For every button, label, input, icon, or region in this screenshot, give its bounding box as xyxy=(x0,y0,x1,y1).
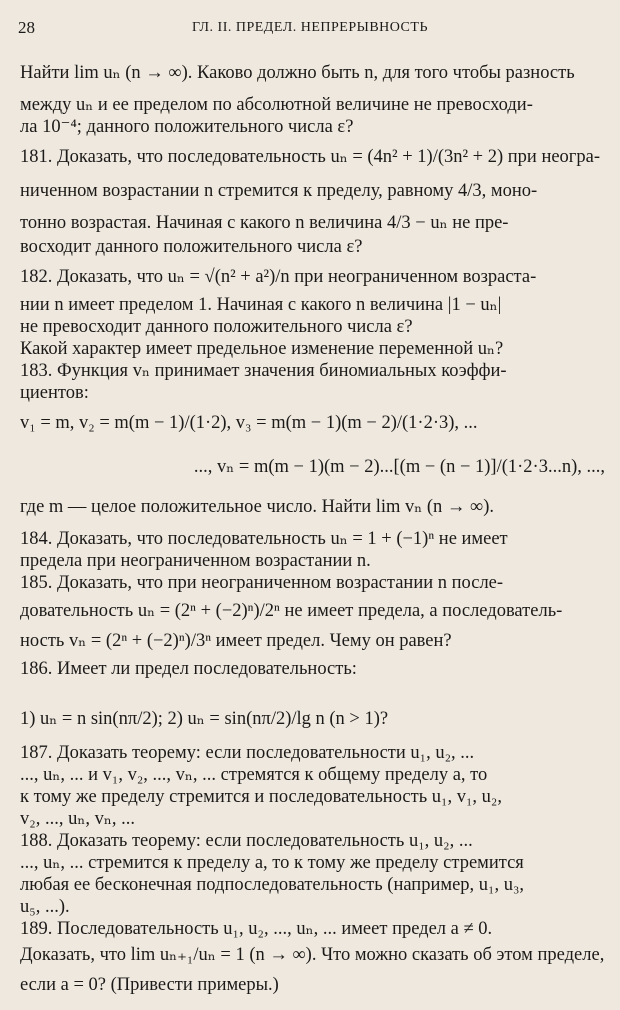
problem-185: 185. Доказать, что при неограниченном возрастании n после- xyxy=(20,573,504,593)
text-line: ..., uₙ, ... и v₁, v₂, ..., vₙ, ... стремятся к общему пределу a, то xyxy=(20,765,488,785)
page-header xyxy=(0,18,620,40)
text-line: циентов: xyxy=(20,383,89,403)
text-line: u₅, ...). xyxy=(20,897,70,917)
text-line: где m — целое положительное число. Найти lim vₙ (n → ∞). xyxy=(20,497,495,517)
page-number: 28 xyxy=(18,18,35,37)
text-line: тонно возрастая. Начиная с какого n величина 4/3 − uₙ не пре- xyxy=(20,213,509,233)
running-head: ГЛ. II. ПРЕДЕЛ. НЕПРЕРЫВНОСТЬ xyxy=(192,20,428,35)
formula-line: 1) uₙ = n sin(nπ/2); 2) uₙ = sin(nπ/2)/lg n (n > 1)? xyxy=(20,709,389,729)
text-line: к тому же пределу стремится и последовательность u₁, v₁, u₂, xyxy=(20,787,502,807)
text-line: предела при неограниченном возрастании n. xyxy=(20,551,371,571)
text-line: довательность uₙ = (2ⁿ + (−2)ⁿ)/2ⁿ не имеет предела, а последователь- xyxy=(20,601,563,621)
text-line: Найти lim uₙ (n → ∞). Каково должно быть n, для того чтобы разность xyxy=(20,63,575,83)
problem-188: 188. Доказать теорему: если последовательность u₁, u₂, ... xyxy=(20,831,473,851)
problem-181: 181. Доказать, что последовательность uₙ = (4n² + 1)/(3n² + 2) при неогра- xyxy=(20,147,601,167)
text-line: любая ее бесконечная подпоследовательность (например, u₁, u₃, xyxy=(20,875,525,895)
text-line: восходит данного положительного числа ε? xyxy=(20,237,363,257)
formula-line: ..., vₙ = m(m − 1)(m − 2)...[(m − (n − 1)]/(1·2·3...n), ..., xyxy=(193,457,605,477)
text-line: если a = 0? (Привести примеры.) xyxy=(20,975,279,995)
problem-187: 187. Доказать теорему: если последовательности u₁, u₂, ... xyxy=(20,743,475,763)
text-line: Доказать, что lim uₙ₊₁/uₙ = 1 (n → ∞). Что можно сказать об этом пределе, xyxy=(20,945,605,965)
problem-189: 189. Последовательность u₁, u₂, ..., uₙ, ... имеет предел a ≠ 0. xyxy=(20,919,493,939)
text-line: ниченном возрастании n стремится к пределу, равному 4/3, моно- xyxy=(20,181,538,201)
text-line: нии n имеет пределом 1. Начиная с какого n величина |1 − uₙ| xyxy=(20,295,502,315)
text-line: ла 10⁻⁴; данного положительного числа ε? xyxy=(20,117,354,137)
problem-182: 182. Доказать, что uₙ = √(n² + a²)/n при неограниченном возраста- xyxy=(20,267,537,287)
text-line: ность vₙ = (2ⁿ + (−2)ⁿ)/3ⁿ имеет предел. Чему он равен? xyxy=(20,631,452,651)
text-line: не превосходит данного положительного числа ε? xyxy=(20,317,413,337)
text-line: ..., uₙ, ... стремится к пределу a, то к тому же пределу стремится xyxy=(20,853,524,873)
text-line: v₂, ..., uₙ, vₙ, ... xyxy=(20,809,135,829)
problem-183: 183. Функция vₙ принимает значения биномиальных коэффи- xyxy=(20,361,507,381)
problem-184: 184. Доказать, что последовательность uₙ = 1 + (−1)ⁿ не имеет xyxy=(20,529,508,549)
problem-186: 186. Имеет ли предел последовательность: xyxy=(20,659,357,679)
text-line: между uₙ и ее пределом по абсолютной величине не превосходи- xyxy=(20,95,533,115)
text-line: Какой характер имеет предельное изменение переменной uₙ? xyxy=(20,339,504,359)
formula-line: v₁ = m, v₂ = m(m − 1)/(1·2), v₃ = m(m − 1)(m − 2)/(1·2·3), ... xyxy=(20,413,478,433)
